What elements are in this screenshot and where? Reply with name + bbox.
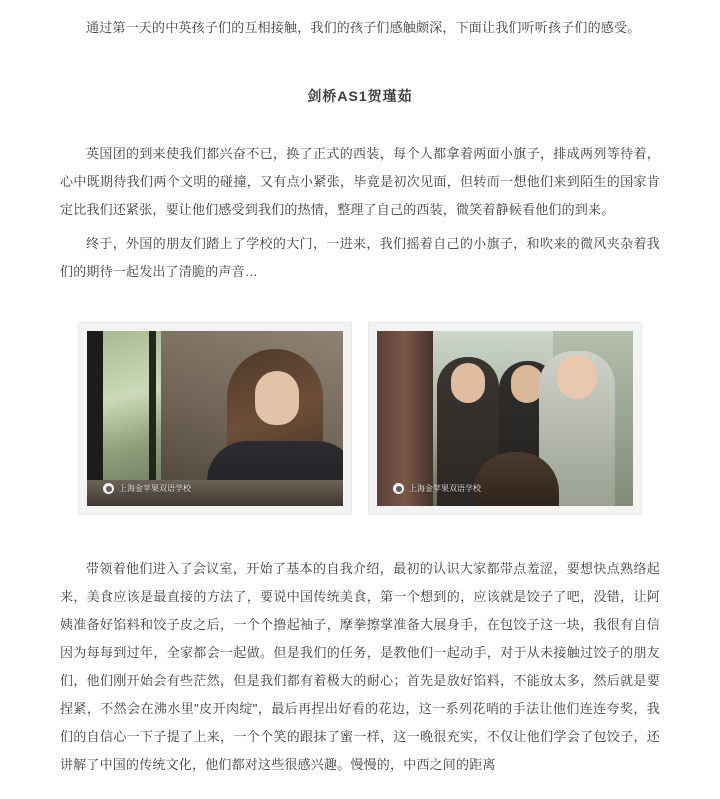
paragraph-3: 带领着他们进入了会议室，开始了基本的自我介绍，最初的认识大家都带点羞涩，要想快点熟络起来，美食应该是最直接的方法了，要说中国传统美食，第一个想到的，应该就是饺子了吧，没错，让阿姨准备好馅料和饺子皮之后，一个个撸起袖子，摩拳擦掌准备大展身手，在包饺子这一块，我很有自信因为每每到过年，全家都会一起做。但是我们的任务，是教他们一起动手，对于从未接触过饺子的朋友们，他们刚开始会有些茫然，但是我们都有着极大的耐心；首先是放好馅料，不能放太多，然后就是要捏紧，不然会在沸水里"皮开肉绽"，最后再捏出好看的花边，这一系列花哨的手法让他们连连夸奖，我们的自信心一下子提了上来，一个个笑的跟抹了蜜一样，这一晚很充实，不仅让他们学会了包饺子，还讲解了中国的传统文化，他们都对这些很感兴趣。慢慢的，中西之间的距离 (60, 561, 660, 772)
person-c-head-decor (557, 355, 597, 399)
person-face-decor (255, 371, 299, 425)
watermark-2 (393, 483, 481, 494)
apple-logo-icon (103, 483, 114, 494)
article-heading: 剑桥AS1贺瑾茹 (307, 88, 413, 104)
paragraph-1: 英国团的到来使我们都兴奋不已，换了正式的西装，每个人都拿着两面小旗子，排成两列等待着，心中既期待我们两个文明的碰撞，又有点小紧张，毕竟是初次见面，但转而一想他们来到陌生的国家肯定比我们还紧张，要让他们感受到我们的热情，整理了自己的西装，微笑着静候看他们的到来。 (60, 146, 660, 217)
photo-card-2[interactable] (368, 322, 642, 515)
watermark-text: 上海金苹果双语学校 (119, 484, 191, 493)
article-body-continued (60, 555, 660, 779)
photo-girl-at-table (87, 331, 343, 506)
person-a-head-decor (451, 363, 485, 403)
photo-card-1[interactable] (78, 322, 352, 515)
apple-logo-icon (393, 483, 404, 494)
photo-gallery (60, 322, 660, 515)
curtain-decor (377, 331, 433, 506)
watermark-1 (103, 483, 191, 494)
article-body (60, 140, 660, 286)
paragraph-2: 终于，外国的朋友们踏上了学校的大门，一进来，我们摇着自己的小旗子，和吹来的微风夹杂着我们的期待一起发出了清脆的声音… (60, 236, 660, 279)
article-page (0, 14, 720, 799)
lead-paragraph: 通过第一天的中英孩子们的互相接触，我们的孩子们感触颇深，下面让我们听听孩子们的感受。 (86, 20, 641, 35)
watermark-text: 上海金苹果双语学校 (409, 484, 481, 493)
photo-group-conversation (377, 331, 633, 506)
